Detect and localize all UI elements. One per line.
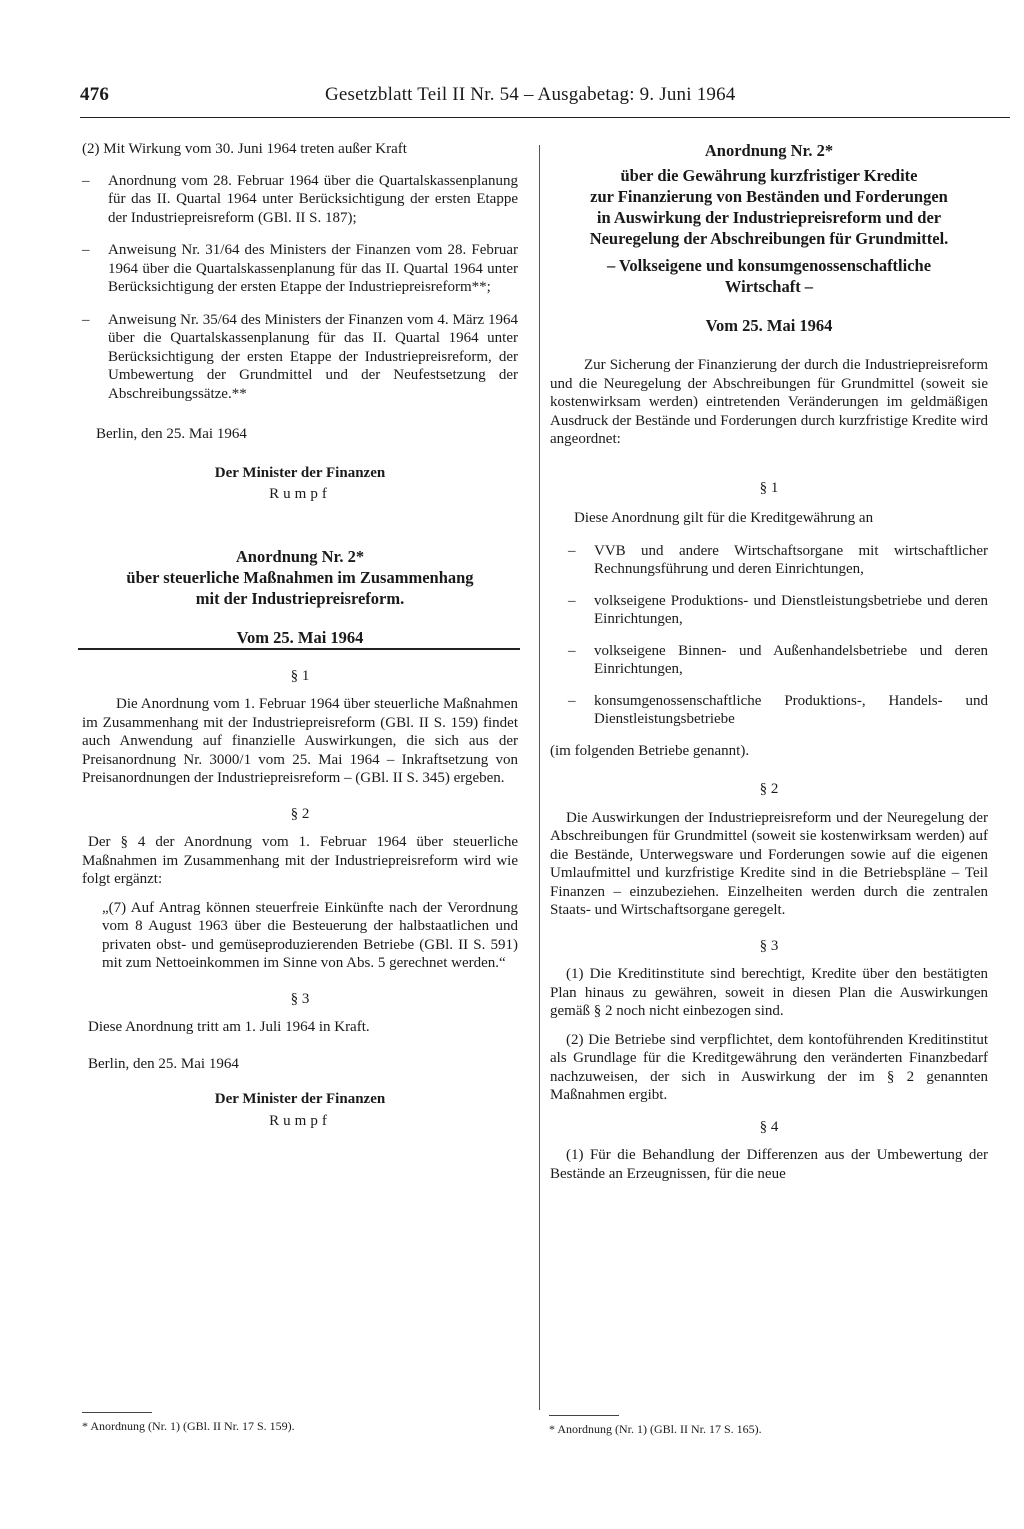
- ordinance-heading: Anordnung Nr. 2*: [704, 141, 834, 160]
- list-item: – volkseigene Produktions- und Dienstleistungsbetriebe und deren Einrichtungen,: [568, 592, 988, 627]
- ordinance-subheading: Wirtschaft –: [724, 277, 814, 296]
- list-item: – volkseigene Binnen- und Außenhandelsbetriebe und deren Einrichtungen,: [568, 642, 988, 677]
- list-item: – konsumgenossenschaftliche Produktions-, Handels- und Dienstleistungsbetriebe: [568, 692, 988, 727]
- section-label: § 3: [759, 937, 779, 954]
- page-number: 476: [80, 84, 110, 105]
- section-label: § 3: [290, 990, 310, 1007]
- gazette-title: Gesetzblatt Teil II Nr. 54 – Ausgabetag: 9. Juni 1964: [325, 84, 736, 105]
- footnote-rule: [82, 1412, 152, 1413]
- section-label: § 2: [290, 805, 310, 822]
- ordinance-heading: zur Finanzierung von Beständen und Forderungen: [590, 187, 948, 206]
- ordinance-subheading: – Volkseigene und konsumgenossenschaftliche: [606, 256, 932, 275]
- section-text: Die Anordnung vom 1. Februar 1964 über steuerliche Maßnahmen im Zusammenhang mit der Industriepreisreform (GBl. II S. 159) findet auch Anwendung auf finanzielle Auswirkungen, die sich aus der Preisanordnung Nr. 3000/1 vom 25. Mai 1964 – Inkraftsetzung von Preisanordnungen der Industriepreisreform – (GBl. II S. 345) ergeben.: [82, 696, 518, 786]
- section-label: § 1: [290, 667, 310, 684]
- list-item: – VVB und andere Wirtschaftsorgane mit wirtschaftlicher Rechnungsführung und deren Einrichtungen,: [568, 542, 988, 577]
- section-label: § 2: [759, 781, 779, 797]
- signer-name: Rumpf: [269, 486, 331, 502]
- left-column: [82, 140, 518, 1130]
- list-item: – Anweisung Nr. 31/64 des Ministers der Finanzen vom 28. Februar 1964 über die Quartalskassenplanung für das II. Quartal 1964 unter Berücksichtigung der ersten Etappe der Industriepreisreform**;: [82, 242, 518, 295]
- ordinance-date: Vom 25. Mai 1964: [236, 627, 364, 647]
- place-date: Berlin, den 25. Mai 1964: [96, 426, 247, 442]
- right-column: [550, 140, 988, 1183]
- amendment-quote: „(7) Auf Antrag können steuerfreie Einkünfte nach der Verordnung vom 8 August 1963 über die Besteuerung der halbstaatlichen und privaten obst- und gemüseproduzierenden Betriebe (GBl. II S. 591) mit zum Nettoeinkommen im Sinne von Abs. 5 gerechnet werden.“: [102, 899, 518, 971]
- signer-title: Der Minister der Finanzen: [214, 464, 386, 481]
- list-item: – Anweisung Nr. 35/64 des Ministers der Finanzen vom 4. März 1964 über die Quartalskassenplanung für das II. Quartal 1964 unter Berücksichtigung der ersten Etappe der Industriepreisreform, der Umbewertung der Grundmittel und der Neufestsetzung der Abschreibungssätze.**: [82, 311, 518, 402]
- signer-name: Rumpf: [269, 1112, 331, 1129]
- column-divider: [539, 145, 540, 1410]
- section-text: Die Auswirkungen der Industriepreisreform und der Neuregelung der Abschreibungen für Grundmittel (soweit sie kostenwirksam werden) auf die Bestände, Unterwegsware und Forderungen sowie auf die eigenen Umlaufmittel und kurzfristige Kredite sind in die Betriebspläne – Teil Finanzen – einzubeziehen. Einzelheiten werden durch die zentralen Staats- und Wirtschaftsorgane geregelt.: [550, 809, 988, 918]
- section-text: Der § 4 der Anordnung vom 1. Februar 1964 über steuerliche Maßnahmen im Zusammenhang mit der Industriepreisreform wird wie folgt ergänzt:: [82, 834, 518, 887]
- page-header: [80, 84, 1010, 114]
- footnote: * Anordnung (Nr. 1) (GBl. II Nr. 17 S. 159).: [82, 1419, 295, 1433]
- section-text: Diese Anordnung tritt am 1. Juli 1964 in Kraft.: [88, 1019, 370, 1035]
- intro-text: Zur Sicherung der Finanzierung der durch die Industriepreisreform und die Neuregelung der Abschreibungen für Grundmittel (soweit sie kostenwirksam werden) eintretenden Veränderungen im geldmäßigen Ausdruck der Bestände und Forderungen durch kurzfristige Kredite wird angeordnet:: [550, 357, 988, 447]
- ordinance-heading: in Auswirkung der Industriepreisreform und der: [596, 208, 942, 227]
- ordinance-heading: Neuregelung der Abschreibungen für Grundmittel.: [589, 229, 949, 248]
- footnote-rule: [549, 1415, 619, 1416]
- section-separator: [78, 648, 520, 650]
- section-text: (1) Für die Behandlung der Differenzen aus der Umbewertung der Bestände an Erzeugnissen, für die neue: [550, 1147, 988, 1182]
- place-date: Berlin, den 25. Mai 1964: [88, 1055, 239, 1072]
- section-text: (1) Die Kreditinstitute sind berechtigt, Kredite über den bestätigten Plan hinaus zu gewähren, soweit in diesen Plan die Auswirkungen gemäß § 2 noch nicht einbezogen sind.: [550, 966, 988, 1019]
- section-text: (im folgenden Betriebe genannt).: [550, 742, 750, 759]
- ordinance-heading: Anordnung Nr. 2*: [235, 546, 365, 566]
- signer-title: Der Minister der Finanzen: [214, 1091, 386, 1107]
- footnote: * Anordnung (Nr. 1) (GBl. II Nr. 17 S. 165).: [549, 1422, 762, 1436]
- ordinance-date: Vom 25. Mai 1964: [705, 316, 833, 335]
- list-item: – Anordnung vom 28. Februar 1964 über die Quartalskassenplanung für das II. Quartal 1964 unter Berücksichtigung der ersten Etappe der Industriepreisreform (GBl. II S. 187);: [82, 172, 518, 226]
- section-text: Diese Anordnung gilt für die Kreditgewährung an: [574, 510, 874, 526]
- section-label: § 1: [759, 479, 779, 496]
- ordinance-heading: über steuerliche Maßnahmen im Zusammenhang: [126, 567, 474, 587]
- section-label: § 4: [759, 1118, 779, 1135]
- paragraph-2: (2) Mit Wirkung vom 30. Juni 1964 treten außer Kraft: [82, 141, 407, 157]
- header-rule: [80, 117, 1010, 118]
- section-text: (2) Die Betriebe sind verpflichtet, dem kontoführenden Kreditinstitut als Grundlage für die Kreditgewährung den veränderten Finanzbedarf nachzuweisen, der sich in Auswirkung der im § 2 genannten Maßnahmen ergibt.: [550, 1031, 988, 1103]
- ordinance-heading: mit der Industriepreisreform.: [195, 588, 405, 608]
- ordinance-heading: über die Gewährung kurzfristiger Kredite: [620, 166, 918, 185]
